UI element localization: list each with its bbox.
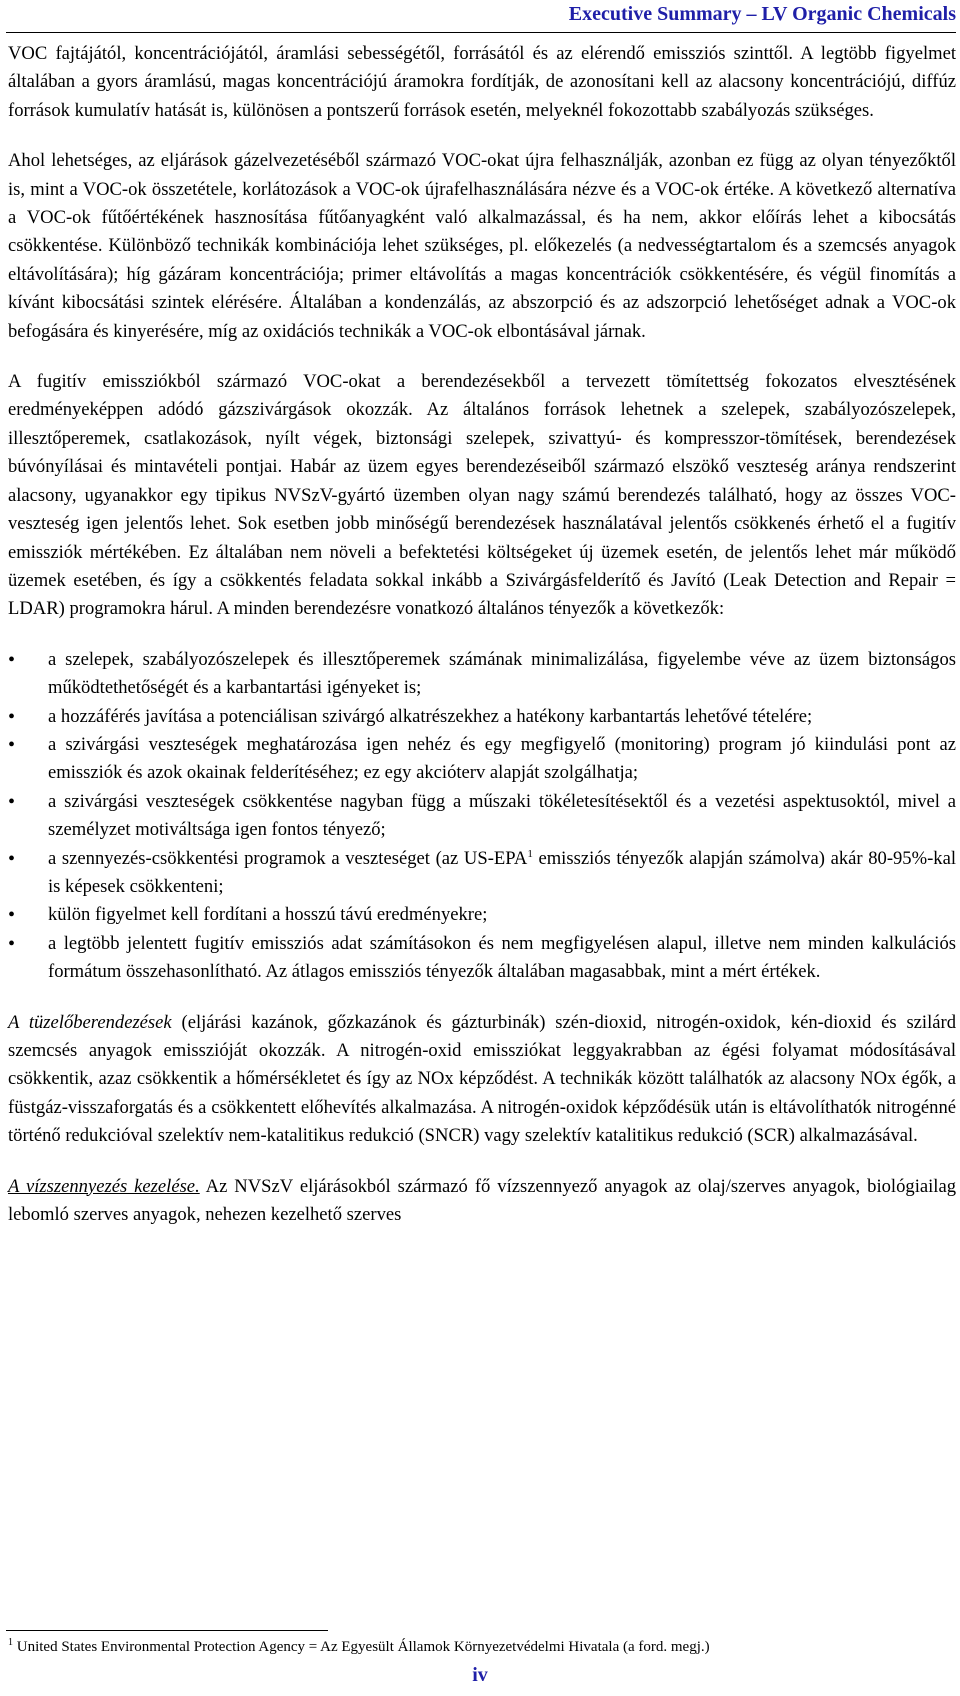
combustion-lead: A tüzelőberendezések [8,1011,172,1033]
water-lead: A vízszennyezés kezelése. [8,1175,200,1197]
list-item-text: a szennyezés-csökkentési programok a veszteséget (az US-EPA [48,847,528,869]
running-header: Executive Summary – LV Organic Chemicals [568,3,956,25]
list-item: • a hozzáférés javítása a potenciálisan szivárgó alkatrészekhez a hatékony karbantartás lehetővé tételére; [8,703,956,731]
page-number: iv [472,1664,488,1686]
list-item: • külön figyelmet kell fordítani a hosszú távú eredményekre; [8,901,956,929]
footnote-mark: 1 [8,1637,13,1648]
footnote-ref[interactable]: 1 [527,847,533,860]
footnote-rule [6,1630,328,1631]
water-body: Az NVSzV eljárásokból származó fő vízszennyező anyagok az olaj/szerves anyagok, biológiailag lebomló szerves anyagok, nehezen kezelhető szerves [8,1175,956,1226]
bullet-list [8,646,956,987]
footnote [8,1638,710,1656]
list-item: • a szivárgási veszteségek meghatározása igen nehéz és egy megfigyelő (monitoring) program jó kiindulási pont az emissziók és azok okainak felderítéséhez; ez egy akcióterv alapját szolgálhatja; [8,731,956,788]
list-item: • a legtöbb jelentett fugitív emissziós adat számításokon és nem megfigyelésen alapul, illetve nem minden kalkulációs formátum összehasonlítható. Az átlagos emissziós tényezők általában magasabbak, mint a mért értékek. [8,930,956,987]
list-item [8,845,956,902]
paragraph-voc-reuse: Ahol lehetséges, az eljárások gázelvezetéséből származó VOC-okat újra felhasználják, azonban ez függ az olyan tényezőktől is, mint a VOC-ok összetétele, korlátozások a VOC-ok újrafelhasználására nézve és a VOC-ok értéke. A következő alternatíva a VOC-ok fűtőértékének hasznosítása fűtőanyagként való alkalmazással, és ha nem, akkor előírás lehet a kibocsátás csökkentése. Különböző technikák kombinációja lehet szükséges, pl. előkezelés (a nedvességtartalom és a szemcsés anyagok eltávolítására); híg gázáram koncentrációja; primer eltávolítás a magas koncentrációk csökkentésére, és végül finomítás a kívánt kibocsátási szintek elérésére. Általában a kondenzálás, az abszorpció és az adszorpció lehetőséget adnak a VOC-ok befogására és kinyerésére, míg az oxidációs technikák a VOC-ok elbontásával járnak. [8,150,956,342]
paragraph-combustion [8,1009,956,1151]
footnote-text: United States Environmental Protection Agency = Az Egyesült Államok Környezetvédelmi Hivatala (a ford. megj.) [13,1639,710,1655]
paragraph-fugitive: A fugitív emissziókból származó VOC-okat a berendezésekből a tervezett tömítettség fokozatos elvesztésének eredményeképpen adódó gázszivárgások okozzák. Az általános források lehetnek a szelepek, szabályozószelepek, illesztőperemek, csatlakozások, nyílt végek, biztonsági szelepek, szivattyú- és kompresszor-tömítések, berendezések búvónyílásai és mintavételi pontjai. Habár az üzem egyes berendezéseiből származó elszökő veszteség aránya rendszerint alacsony, ugyanakkor egy tipikus NVSzV-gyártó üzemben olyan nagy számú berendezés található, hogy az összes VOC-veszteség igen jelentős lehet. Sok esetben jobb minőségű berendezések használatával jelentős csökkenés érhető el a fugitív emissziók mértékében. Ez általában nem növeli a befektetési költségeket új üzemek esetén, de jelentős lehet már működő üzemek esetében, és így a csökkentés feladata sokkal inkább a Szivárgásfelderítő és Javító (Leak Detection and Repair = LDAR) programokra hárul. A minden berendezésre vonatkozó általános tényezők a következők: [8,371,956,620]
list-item-text: emissziós tényezők alapján számolva) akár 80-95%-kal is képesek csökkenteni; [48,847,956,897]
combustion-body: (eljárási kazánok, gőzkazánok és gázturbinák) szén-dioxid, nitrogén-oxidok, kén-dioxid és szilárd szemcsés anyagok emisszióját okozzák. A nitrogén-oxid emissziókat leggyakrabban az égési folyamat módosításával csökkentik, azaz csökkentik a hőmérsékletet és így az NOx képződést. A technikák között találhatók az alacsony NOx égők, a füstgáz-visszaforgatás és a csökkentett előhevítés alkalmazása. A nitrogén-oxidok képződésük után is eltávolíthatók nitrogénné történő redukcióval szelektív nem-katalitikus redukció (SNCR) vagy szelektív katalitikus redukció (SCR) alkalmazásával. [8,1011,957,1147]
list-item: • a szivárgási veszteségek csökkentése nagyban függ a műszaki tökéletesítésektől és a vezetési aspektusoktól, mivel a személyzet motiváltsága igen fontos tényező; [8,788,956,845]
header-rule [6,32,956,33]
page-body [8,40,956,1251]
paragraph-voc-sources: VOC fajtájától, koncentrációjától, áramlási sebességétől, forrásától és az elérendő emissziós szinttől. A legtöbb figyelmet általában a gyors áramlású, magas koncentrációjú áramokra fordítják, de azonosítani kell az alacsony koncentrációjú, diffúz források kumulatív hatását is, különösen a pontszerű források esetén, melyeknél fokozottabb szabályozás szükséges. [8,43,956,121]
paragraph-water [8,1173,956,1230]
list-item: • a szelepek, szabályozószelepek és illesztőperemek számának minimalizálása, figyelembe véve az üzem biztonságos működtethetőségét és a karbantartási igényeket is; [8,646,956,703]
